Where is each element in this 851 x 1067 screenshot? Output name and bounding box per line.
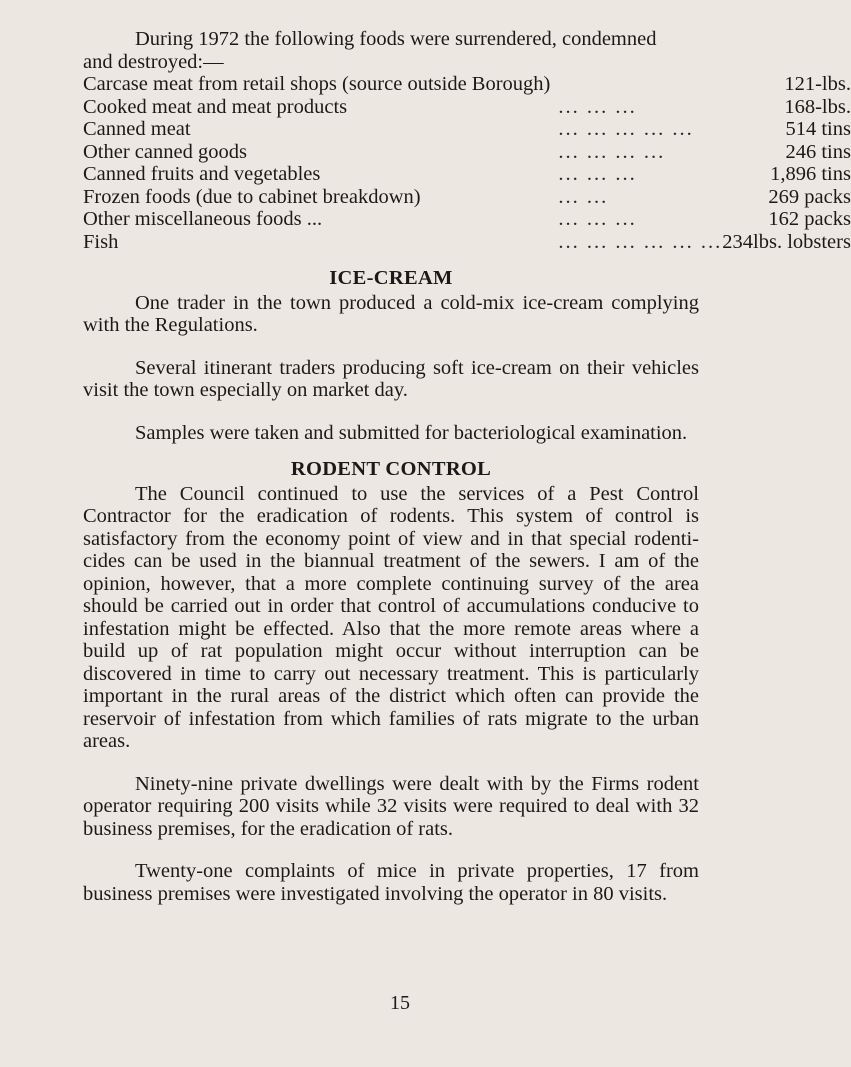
leader-dots: ... ... ... ... ... ... (558, 230, 723, 253)
rodent-paragraph-1: The Council continued to use the services of a Pest Control Contractor for the eradication of rodents. This system of control is satisfactory from the economy point of view and in that special rodenticides can be used in the biannual treatment of the sewers. I am of the opinion, however, that a more complete continuing survey of the area should be carried out in order that control of accumulations conducive to infestation might be effected. Also that the more remote areas where a build up of rat population might occur without interruption can be discovered in time to carry out necessary treatment. This is particularly important in the rural areas of the district which often can provide the reservoir of infestation from which families of rats migrate to the urban areas. (83, 482, 699, 752)
food-row (83, 208, 851, 231)
ice-cream-paragraph-3: Samples were taken and submitted for bacteriological examination. (135, 421, 688, 444)
food-row (83, 141, 851, 164)
leader-dots: ... ... ... (558, 208, 637, 230)
rodent-control-heading: RODENT CONTROL (290, 458, 492, 480)
condemned-foods-table (83, 73, 851, 253)
food-quantity: 168-lbs. (784, 95, 851, 118)
food-item: Frozen foods (due to cabinet breakdown) (83, 185, 421, 208)
food-item: Carcase meat from retail shops (source outside Borough) (83, 73, 551, 95)
food-item: Canned fruits and vegetables (83, 163, 321, 185)
ice-cream-paragraph-1: One trader in the town produced a cold-mix ice-cream complying with the Regulations. (83, 291, 699, 336)
intro-line-1: During 1972 the following foods were surrendered, condemned (135, 28, 657, 50)
food-item: Other miscellaneous foods ... (83, 208, 323, 230)
leader-dots: ... ... (558, 185, 609, 208)
food-quantity: 246 tins (785, 140, 851, 163)
leader-dots: ... ... ... ... ... (558, 118, 694, 140)
food-quantity: 121-lbs. (784, 73, 851, 95)
food-row (83, 163, 851, 186)
food-quantity: 1,896 tins (770, 163, 851, 185)
leader-dots: ... ... ... (558, 163, 637, 185)
food-row (83, 118, 851, 141)
food-item: Fish (83, 230, 119, 253)
document-page (83, 28, 851, 905)
leader-dots: ... ... ... ... (558, 140, 666, 163)
intro-paragraph (83, 28, 699, 73)
food-quantity: 269 packs (768, 185, 851, 208)
food-row (83, 96, 851, 119)
food-row (83, 231, 851, 254)
food-quantity: 162 packs (768, 208, 851, 230)
food-item: Cooked meat and meat products (83, 95, 348, 118)
food-quantity: 514 tins (785, 118, 851, 140)
food-quantity: 234lbs. lobsters (722, 230, 851, 253)
ice-cream-heading: ICE-CREAM (329, 267, 453, 289)
food-row (83, 73, 851, 96)
leader-dots: ... ... ... (558, 95, 637, 118)
food-row (83, 186, 851, 209)
intro-line-2: and destroyed:— (83, 50, 224, 73)
food-item: Other canned goods (83, 140, 247, 163)
ice-cream-paragraph-2: Several itinerant traders producing soft ice-cream on their vehicles visit the town especially on market day. (83, 356, 699, 401)
rodent-paragraph-3: Twenty-one complaints of mice in private properties, 17 from business premises were investigated involving the operator in 80 visits. (83, 860, 699, 905)
rodent-paragraph-2: Ninety-nine private dwellings were dealt with by the Firms rodent operator requiring 200 visits while 32 visits were required to deal with 32 business premises, for the eradication of rats. (83, 772, 699, 840)
food-item: Canned meat (83, 118, 191, 140)
leader-dots (550, 73, 722, 96)
page-number: 15 (390, 992, 410, 1014)
